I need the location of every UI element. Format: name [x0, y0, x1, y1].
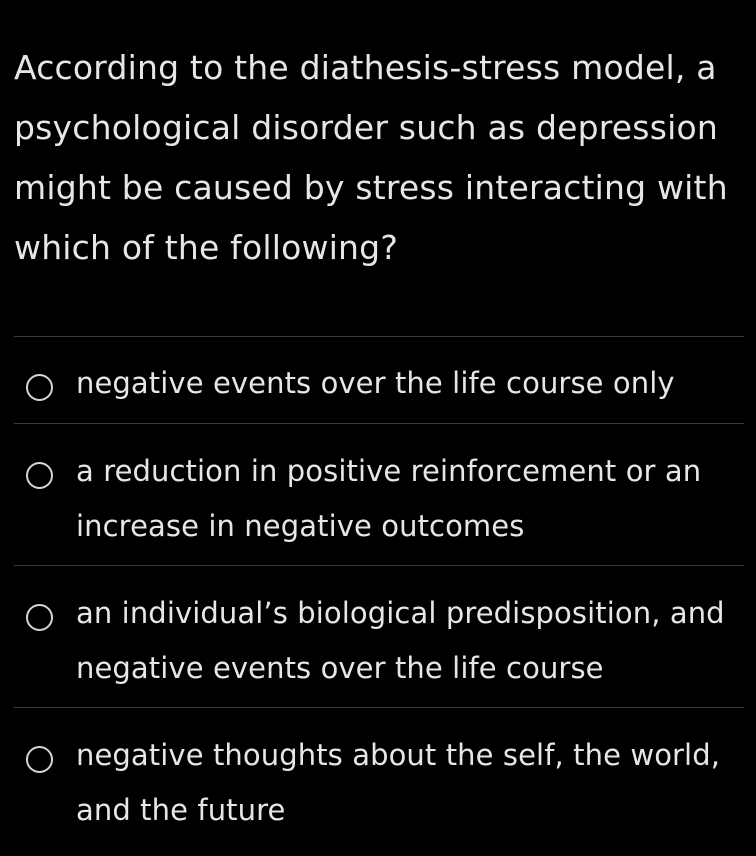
answer-option-2[interactable]	[14, 443, 744, 553]
divider	[14, 707, 744, 708]
divider	[14, 336, 744, 337]
radio-button-icon[interactable]	[26, 374, 53, 401]
question-text: According to the diathesis-stress model, a psychological disorder such as depression might be caused by stress interacting with which of the following?	[14, 48, 728, 267]
answer-option-1[interactable]	[14, 356, 744, 412]
answer-option-3[interactable]	[14, 585, 744, 695]
divider	[14, 565, 744, 566]
radio-button-icon[interactable]	[26, 604, 53, 631]
radio-button-icon[interactable]	[26, 746, 53, 773]
answer-option-4[interactable]	[14, 727, 744, 837]
divider	[14, 423, 744, 424]
answer-option-label: negative thoughts about the self, the world, and the future	[76, 738, 721, 827]
radio-button-icon[interactable]	[26, 462, 53, 489]
answer-option-label: a reduction in positive reinforcement or an increase in negative outcomes	[76, 454, 702, 543]
answer-option-label: negative events over the life course only	[76, 366, 675, 400]
answer-option-label: an individual’s biological predisposition, and negative events over the life course	[76, 596, 725, 685]
